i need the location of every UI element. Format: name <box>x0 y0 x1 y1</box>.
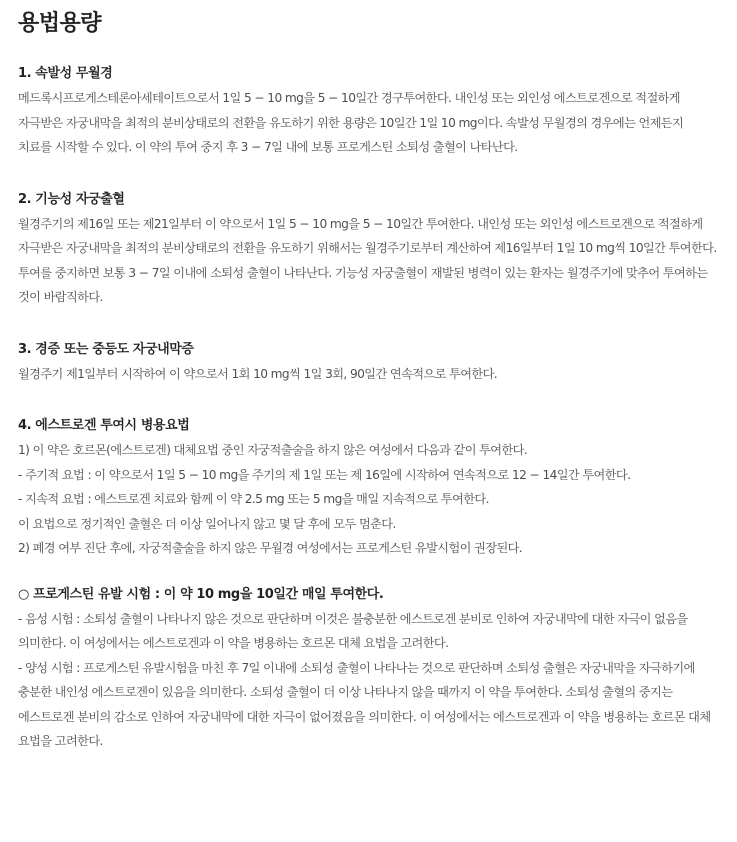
section-paragraph: 월경주기 제1일부터 시작하여 이 약으로서 1회 10 mg씩 1일 3회, 90일간 연속적으로 투여한다. <box>18 366 498 381</box>
section-paragraph: - 지속적 요법 : 에스트로겐 치료와 함께 이 약 2.5 mg 또는 5 mg을 매일 지속적으로 투여한다. <box>18 492 489 506</box>
section-progestin-challenge-test <box>18 583 719 754</box>
section-paragraph: - 양성 시험 : 프로게스틴 유발시험을 마친 후 7일 이내에 소퇴성 출혈이 나타나는 것으로 판단하며 소퇴성 출혈은 자궁내막을 자극하기에 충분한 내인성 에스트로겐이 있음을 의미한다. 소퇴성 출혈이 더 이상 나타나지 않을 때까지 이 약을 투여한다. 소퇴성 출혈의 중지는 에스트로겐 분비의 감소로 인하여 자궁내막에 대한 자극이 없어졌음을 의미한다. 이 여성에서는 에스트로겐과 이 약을 병용하는 호르몬 대체 요법을 고려한다. <box>18 660 711 748</box>
page-title: 용법용량 <box>18 11 102 36</box>
section-paragraph: 이 요법으로 정기적인 출혈은 더 이상 일어나지 않고 몇 달 후에 모두 멈춘다. <box>18 516 396 531</box>
section-paragraph: 2) 폐경 여부 진단 후에, 자궁적출술을 하지 않은 무월경 여성에서는 프로게스틴 유발시험이 권장된다. <box>18 541 523 555</box>
section-heading: 2. 기능성 자궁출혈 <box>18 191 125 207</box>
section-estrogen-combination <box>18 414 719 561</box>
section-paragraph: 월경주기의 제16일 또는 제21일부터 이 약으로서 1일 5 − 10 mg을 5 − 10일간 투여한다. 내인성 또는 외인성 에스트로겐으로 적절하게 자극받은 자궁내막을 최적의 분비상태로의 전환을 유도하기 위해서는 월경주기로부터 계산하여 제16일부터 1일 10 mg씩 10일간 투여한다. <box>18 216 717 255</box>
section-functional-uterine-bleeding <box>18 188 719 310</box>
section-paragraph: - 주기적 요법 : 이 약으로서 1일 5 − 10 mg을 주기의 제 1일 또는 제 16일에 시작하여 연속적으로 12 − 14일간 투여한다. <box>18 467 631 482</box>
section-paragraph: 1) 이 약은 호르몬(에스트로겐) 대체요법 중인 자궁적출술을 하지 않은 여성에서 다음과 같이 투여한다. <box>18 443 528 457</box>
section-paragraph: 투여를 중지하면 보통 3 − 7일 이내에 소퇴성 출혈이 나타난다. 기능성 자궁출혈이 재발된 병력이 있는 환자는 월경주기에 맞추어 투여하는 것이 바람직하다. <box>18 265 708 304</box>
section-secondary-amenorrhea <box>18 62 719 160</box>
section-endometriosis <box>18 338 719 387</box>
section-heading: 3. 경증 또는 중등도 자궁내막증 <box>18 341 194 357</box>
section-paragraph: 메드록시프로게스테론아세테이트으로서 1일 5 − 10 mg을 5 − 10일간 경구투여한다. 내인성 또는 외인성 에스트로겐으로 적절하게 자극받은 자궁내막을 최적의 분비상태로의 전환을 유도하기 위한 용량은 10일간 1일 10 mg이다. 속발성 무월경의 경우에는 언제든지 치료를 시작할 수 있다. 이 약의 투여 중지 후 3 − 7일 내에 보통 프로게스틴 소퇴성 출혈이 나타난다. <box>18 91 684 154</box>
section-heading: 4. 에스트로겐 투여시 병용요법 <box>18 418 190 433</box>
section-heading: 1. 속발성 무월경 <box>18 66 113 81</box>
section-paragraph: - 음성 시험 : 소퇴성 출혈이 나타나지 않은 것으로 판단하며 이것은 불충분한 에스트로겐 분비로 인하여 자궁내막에 대한 자극이 없음을 의미한다. 이 여성에서는 에스트로겐과 이 약을 병용하는 호르몬 대체 요법을 고려한다. <box>18 611 688 650</box>
section-heading: ○ 프로게스틴 유발 시험 : 이 약 10 mg을 10일간 매일 투여한다. <box>18 586 384 602</box>
